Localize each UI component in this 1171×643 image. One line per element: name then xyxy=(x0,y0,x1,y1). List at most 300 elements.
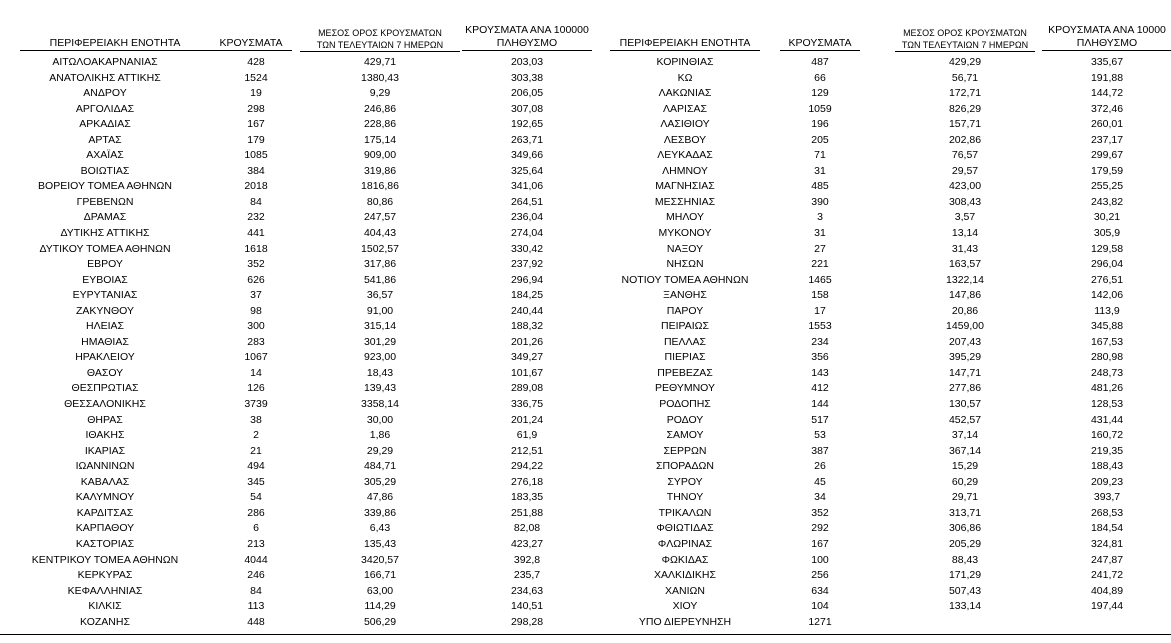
unit-cell: ΠΕΙΡΑΙΩΣ xyxy=(661,320,709,333)
cases-cell: 126 xyxy=(247,382,265,395)
cases-cell: 1524 xyxy=(244,71,268,84)
per-capita-cell: 349,66 xyxy=(510,149,544,162)
per-capita-cell: 298,28 xyxy=(510,615,544,628)
avg-cell: 171,29 xyxy=(948,569,982,582)
avg-cell: 301,29 xyxy=(363,335,397,348)
avg-cell: 247,57 xyxy=(363,211,397,224)
cases-cell: 100 xyxy=(811,553,829,566)
cases-cell: 1085 xyxy=(244,149,268,162)
avg-cell: 130,57 xyxy=(948,398,982,411)
cases-cell: 246 xyxy=(247,569,265,582)
per-capita-cell: 30,21 xyxy=(1093,211,1121,224)
avg-cell: 202,86 xyxy=(948,133,982,146)
avg-cell: 3420,57 xyxy=(361,553,399,566)
per-capita-cell: 263,71 xyxy=(510,133,544,146)
per-capita-cell: 431,44 xyxy=(1090,413,1124,426)
cases-cell: 38 xyxy=(250,413,262,426)
unit-cell: ΗΜΑΘΙΑΣ xyxy=(81,335,129,348)
avg-cell: 88,43 xyxy=(951,553,979,566)
cases-cell: 345 xyxy=(247,475,265,488)
unit-cell: ΣΠΟΡΑΔΩΝ xyxy=(656,460,714,473)
avg-cell: 1,86 xyxy=(369,429,391,442)
per-capita-cell: 236,04 xyxy=(510,211,544,224)
avg-cell: 429,71 xyxy=(363,56,397,68)
cases-cell: 412 xyxy=(811,382,829,395)
avg-cell: 395,29 xyxy=(948,351,982,364)
per-capita-cell: 264,51 xyxy=(510,195,544,208)
unit-cell: ΡΟΔΟΥ xyxy=(666,413,704,426)
avg-cell: 317,86 xyxy=(363,258,397,271)
avg-cell: 541,86 xyxy=(363,273,397,286)
per-capita-cell: 240,44 xyxy=(510,304,544,317)
unit-cell: ΘΑΣΟΥ xyxy=(86,366,124,379)
unit-cell: ΔΡΑΜΑΣ xyxy=(83,211,127,224)
unit-cell: ΜΑΓΝΗΣΙΑΣ xyxy=(655,180,715,193)
avg-cell: 423,00 xyxy=(948,180,982,193)
cases-cell: 113 xyxy=(247,600,265,613)
unit-cell: ΘΗΡΑΣ xyxy=(87,413,123,426)
avg-cell: 3,57 xyxy=(954,211,976,224)
per-capita-cell: 481,26 xyxy=(1090,382,1124,395)
avg-cell: 6,43 xyxy=(369,522,391,535)
per-capita-cell: 234,63 xyxy=(510,584,544,597)
per-capita-cell: 101,67 xyxy=(510,366,544,379)
unit-cell: ΑΧΑΪΑΣ xyxy=(86,149,124,162)
cases-cell: 298 xyxy=(247,102,265,115)
avg-cell: 13,14 xyxy=(951,227,979,240)
unit-cell: ΔΥΤΙΚΗΣ ΑΤΤΙΚΗΣ xyxy=(60,227,150,240)
avg-cell: 367,14 xyxy=(948,444,982,457)
unit-cell: ΛΑΚΩΝΙΑΣ xyxy=(658,87,712,100)
unit-cell: ΑΝΔΡΟΥ xyxy=(83,87,127,100)
unit-cell: ΠΑΡΟΥ xyxy=(666,304,704,317)
per-capita-cell: 61,9 xyxy=(516,429,538,442)
per-capita-cell: 209,23 xyxy=(1090,475,1124,488)
unit-cell: ΙΚΑΡΙΑΣ xyxy=(84,444,126,457)
avg-cell: 60,29 xyxy=(951,475,979,488)
unit-cell: ΚΑΒΑΛΑΣ xyxy=(80,475,130,488)
header-cases-right: ΚΡΟΥΣΜΑΤΑ xyxy=(780,24,860,52)
cases-cell: 1553 xyxy=(808,320,832,333)
per-capita-cell: 191,88 xyxy=(1090,71,1124,84)
unit-cell: ΙΩΑΝΝΙΝΩΝ xyxy=(75,460,135,473)
cases-cell: 129 xyxy=(811,87,829,100)
unit-cell: ΙΘΑΚΗΣ xyxy=(85,429,125,442)
avg-cell: 29,71 xyxy=(951,491,979,504)
unit-cell: ΠΕΛΛΑΣ xyxy=(663,335,707,348)
avg-cell: 313,71 xyxy=(948,506,982,519)
unit-cell: ΗΡΑΚΛΕΙΟΥ xyxy=(75,351,135,364)
per-capita-cell: 276,51 xyxy=(1090,273,1124,286)
cases-cell: 34 xyxy=(814,491,826,504)
header-avg-right: ΜΕΣΟΣ ΟΡΟΣ ΚΡΟΥΣΜΑΤΩΝ ΤΩΝ ΤΕΛΕΥΤΑΙΩΝ 7 ΗΜΕΡΩΝ xyxy=(895,27,1035,55)
per-capita-cell: 251,88 xyxy=(510,506,544,519)
cases-cell: 144 xyxy=(811,398,829,411)
avg-cell: 133,14 xyxy=(948,600,982,613)
per-capita-cell: 142,06 xyxy=(1090,289,1124,302)
cases-cell: 234 xyxy=(811,335,829,348)
cases-cell: 104 xyxy=(811,600,829,613)
avg-cell: 147,86 xyxy=(948,289,982,302)
per-capita-cell: 325,64 xyxy=(510,164,544,177)
avg-cell: 166,71 xyxy=(363,569,397,582)
unit-cell: ΧΑΝΙΩΝ xyxy=(665,584,705,597)
avg-cell: 909,00 xyxy=(363,149,397,162)
avg-cell: 452,57 xyxy=(948,413,982,426)
unit-cell: ΚΑΛΥΜΝΟΥ xyxy=(75,491,135,504)
cases-cell: 441 xyxy=(247,227,265,240)
unit-cell: ΦΛΩΡΙΝΑΣ xyxy=(657,537,713,550)
avg-cell: 306,86 xyxy=(948,522,982,535)
per-capita-cell: 212,51 xyxy=(510,444,544,457)
avg-cell: 319,86 xyxy=(363,164,397,177)
per-capita-cell: 140,51 xyxy=(510,600,544,613)
per-capita-cell: 341,06 xyxy=(510,180,544,193)
per-capita-cell: 179,59 xyxy=(1090,164,1124,177)
per-capita-cell: 336,75 xyxy=(510,398,544,411)
per-capita-cell: 372,46 xyxy=(1090,102,1124,115)
avg-cell: 404,43 xyxy=(363,227,397,240)
per-capita-cell: 296,94 xyxy=(510,273,544,286)
cases-cell: 84 xyxy=(250,195,262,208)
cases-cell: 179 xyxy=(247,133,265,146)
unit-cell: ΠΙΕΡΙΑΣ xyxy=(664,351,706,364)
cases-cell: 196 xyxy=(811,118,829,131)
unit-cell: ΡΟΔΟΠΗΣ xyxy=(659,398,711,411)
cases-cell: 26 xyxy=(814,460,826,473)
per-capita-cell: 349,27 xyxy=(510,351,544,364)
avg-cell: 157,71 xyxy=(948,118,982,131)
per-capita-cell: 201,24 xyxy=(510,413,544,426)
avg-cell: 1459,00 xyxy=(946,320,984,333)
per-capita-cell: 276,18 xyxy=(510,475,544,488)
cases-cell: 221 xyxy=(811,258,829,271)
cases-cell: 283 xyxy=(247,335,265,348)
unit-cell: ΖΑΚΥΝΘΟΥ xyxy=(75,304,134,317)
unit-cell: ΧΑΛΚΙΔΙΚΗΣ xyxy=(654,569,716,582)
avg-cell: 175,14 xyxy=(363,133,397,146)
unit-cell: ΤΡΙΚΑΛΩΝ xyxy=(658,506,712,519)
cases-cell: 54 xyxy=(250,491,262,504)
per-capita-cell: 237,92 xyxy=(510,258,544,271)
per-capita-cell: 235,7 xyxy=(513,569,541,582)
avg-cell: 139,43 xyxy=(363,382,397,395)
per-capita-cell: 303,38 xyxy=(510,71,544,84)
unit-cell: ΕΥΒΟΙΑΣ xyxy=(82,273,128,286)
cases-cell: 292 xyxy=(811,522,829,535)
avg-cell: 76,57 xyxy=(951,149,979,162)
avg-cell: 305,29 xyxy=(363,475,397,488)
unit-cell: ΚΑΡΔΙΤΣΑΣ xyxy=(76,506,134,519)
avg-cell: 135,43 xyxy=(363,537,397,550)
per-capita-cell: 144,72 xyxy=(1090,87,1124,100)
per-capita-cell: 255,25 xyxy=(1090,180,1124,193)
per-capita-cell: 330,42 xyxy=(510,242,544,255)
per-capita-cell: 184,25 xyxy=(510,289,544,302)
per-capita-cell: 248,73 xyxy=(1090,366,1124,379)
avg-cell: 63,00 xyxy=(366,584,394,597)
avg-cell: 37,14 xyxy=(951,429,979,442)
per-capita-cell: 260,01 xyxy=(1090,118,1124,131)
per-capita-cell: 423,27 xyxy=(510,537,544,550)
unit-cell: ΕΥΡΥΤΑΝΙΑΣ xyxy=(72,289,138,302)
unit-cell: ΑΝΑΤΟΛΙΚΗΣ ΑΤΤΙΚΗΣ xyxy=(49,71,161,84)
unit-cell: ΣΑΜΟΥ xyxy=(666,429,704,442)
per-capita-cell: 404,89 xyxy=(1090,584,1124,597)
per-capita-cell: 345,88 xyxy=(1090,320,1124,333)
unit-cell: ΠΡΕΒΕΖΑΣ xyxy=(657,366,713,379)
unit-cell: ΚΑΡΠΑΘΟΥ xyxy=(75,522,135,535)
cases-cell: 31 xyxy=(814,164,826,177)
per-capita-cell: 188,43 xyxy=(1090,460,1124,473)
per-capita-cell: 247,87 xyxy=(1090,553,1124,566)
bottom-rule xyxy=(0,634,1171,635)
unit-cell: ΗΛΕΙΑΣ xyxy=(85,320,124,333)
unit-cell: ΝΗΣΩΝ xyxy=(666,258,704,271)
unit-cell: ΚΑΣΤΟΡΙΑΣ xyxy=(75,537,135,550)
unit-cell: ΘΕΣΠΡΩΤΙΑΣ xyxy=(71,382,139,395)
avg-cell: 18,43 xyxy=(366,366,394,379)
avg-cell: 147,71 xyxy=(948,366,982,379)
unit-cell: ΤΗΝΟΥ xyxy=(666,491,704,504)
avg-cell: 56,71 xyxy=(951,71,979,84)
avg-cell: 172,71 xyxy=(948,87,982,100)
cases-cell: 6 xyxy=(253,522,259,535)
unit-cell: ΜΗΛΟΥ xyxy=(666,211,704,224)
unit-cell: ΚΕΝΤΡΙΚΟΥ ΤΟΜΕΑ ΑΘΗΝΩΝ xyxy=(31,553,179,566)
unit-cell: ΥΠΟ ΔΙΕΡΕΥΝΗΣΗ xyxy=(638,615,732,628)
cases-cell: 356 xyxy=(811,351,829,364)
cases-cell: 1059 xyxy=(808,102,832,115)
cases-cell: 143 xyxy=(811,366,829,379)
cases-cell: 2 xyxy=(253,429,259,442)
cases-cell: 14 xyxy=(250,366,262,379)
avg-cell: 205,29 xyxy=(948,537,982,550)
cases-cell: 448 xyxy=(247,615,265,628)
unit-cell: ΜΥΚΟΝΟΥ xyxy=(658,227,712,240)
avg-cell: 3358,14 xyxy=(361,398,399,411)
avg-cell: 1816,86 xyxy=(361,180,399,193)
cases-cell: 31 xyxy=(814,227,826,240)
avg-cell: 1322,14 xyxy=(946,273,984,286)
per-capita-cell: 335,67 xyxy=(1090,56,1124,68)
per-capita-cell: 203,03 xyxy=(510,56,544,68)
unit-cell: ΣΕΡΡΩΝ xyxy=(663,444,707,457)
per-capita-cell: 296,04 xyxy=(1090,258,1124,271)
header-unit-right: ΠΕΡΙΦΕΡΕΙΑΚΗ ΕΝΟΤΗΤΑ xyxy=(610,24,760,52)
per-capita-cell: 243,82 xyxy=(1090,195,1124,208)
per-capita-cell: 289,08 xyxy=(510,382,544,395)
avg-cell: 207,43 xyxy=(948,335,982,348)
avg-cell: 29,29 xyxy=(366,444,394,457)
cases-cell: 1067 xyxy=(244,351,268,364)
cases-cell: 21 xyxy=(250,444,262,457)
header-per-100000: ΚΡΟΥΣΜΑΤΑ ΑΝΑ 100000 ΠΛΗΘΥΣΜΟ xyxy=(462,24,592,52)
cases-cell: 167 xyxy=(247,118,265,131)
per-capita-cell: 113,9 xyxy=(1094,304,1120,317)
per-capita-cell: 188,32 xyxy=(510,320,544,333)
unit-cell: ΝΟΤΙΟΥ ΤΟΜΕΑ ΑΘΗΝΩΝ xyxy=(621,273,749,286)
cases-cell: 352 xyxy=(811,506,829,519)
avg-cell: 1380,43 xyxy=(361,71,399,84)
cases-cell: 634 xyxy=(811,584,829,597)
avg-cell: 36,57 xyxy=(366,289,394,302)
cases-cell: 626 xyxy=(247,273,265,286)
unit-cell: ΛΕΥΚΑΔΑΣ xyxy=(657,149,713,162)
per-capita-cell: 268,53 xyxy=(1090,506,1124,519)
unit-cell: ΛΑΡΙΣΑΣ xyxy=(663,102,707,115)
header-cases: ΚΡΟΥΣΜΑΤΑ xyxy=(210,24,292,52)
per-capita-cell: 237,17 xyxy=(1090,133,1124,146)
unit-cell: ΚΟΖΑΝΗΣ xyxy=(80,615,130,628)
unit-cell: ΛΕΣΒΟΥ xyxy=(663,133,707,146)
unit-cell: ΚΕΦΑΛΛΗΝΙΑΣ xyxy=(67,584,143,597)
cases-cell: 384 xyxy=(247,164,265,177)
unit-cell: ΦΘΙΩΤΙΔΑΣ xyxy=(656,522,714,535)
per-capita-cell: 192,65 xyxy=(510,118,544,131)
avg-cell: 29,57 xyxy=(951,164,979,177)
per-capita-cell: 129,58 xyxy=(1090,242,1124,255)
cases-cell: 98 xyxy=(250,304,262,317)
unit-cell: ΚΟΡΙΝΘΙΑΣ xyxy=(656,56,714,68)
unit-cell: ΣΥΡΟΥ xyxy=(667,475,703,488)
cases-cell: 27 xyxy=(814,242,826,255)
cases-cell: 485 xyxy=(811,180,829,193)
cases-cell: 232 xyxy=(247,211,265,224)
cases-cell: 19 xyxy=(250,87,262,100)
unit-cell: ΘΕΣΣΑΛΟΝΙΚΗΣ xyxy=(64,398,146,411)
per-capita-cell: 393,7 xyxy=(1093,491,1121,504)
cases-cell: 45 xyxy=(814,475,826,488)
per-capita-cell: 82,08 xyxy=(513,522,541,535)
cases-cell: 84 xyxy=(250,584,262,597)
per-capita-cell: 160,72 xyxy=(1090,429,1124,442)
per-capita-cell: 184,54 xyxy=(1090,522,1124,535)
avg-cell: 246,86 xyxy=(363,102,397,115)
avg-cell: 9,29 xyxy=(369,87,391,100)
avg-cell: 228,86 xyxy=(363,118,397,131)
cases-cell: 390 xyxy=(811,195,829,208)
unit-cell: ΑΡΓΟΛΙΔΑΣ xyxy=(75,102,135,115)
per-capita-cell: 299,67 xyxy=(1090,149,1124,162)
avg-cell: 826,29 xyxy=(948,102,982,115)
per-capita-cell: 280,98 xyxy=(1090,351,1124,364)
unit-cell: ΧΙΟΥ xyxy=(672,600,698,613)
cases-cell: 213 xyxy=(247,537,265,550)
per-capita-cell: 307,08 xyxy=(510,102,544,115)
avg-cell: 507,43 xyxy=(948,584,982,597)
cases-cell: 205 xyxy=(811,133,829,146)
per-capita-cell: 183,35 xyxy=(510,491,544,504)
per-capita-cell: 294,22 xyxy=(510,460,544,473)
unit-cell: ΑΡΚΑΔΙΑΣ xyxy=(79,118,131,131)
cases-cell: 3 xyxy=(817,211,823,224)
cases-cell: 1465 xyxy=(808,273,832,286)
cases-cell: 428 xyxy=(247,56,265,68)
cases-cell: 300 xyxy=(247,320,265,333)
avg-cell: 484,71 xyxy=(363,460,397,473)
unit-cell: ΓΡΕΒΕΝΩΝ xyxy=(76,195,134,208)
per-capita-cell: 167,53 xyxy=(1090,335,1124,348)
avg-cell: 47,86 xyxy=(366,491,394,504)
unit-cell: ΔΥΤΙΚΟΥ ΤΟΜΕΑ ΑΘΗΝΩΝ xyxy=(39,242,171,255)
avg-cell: 1502,57 xyxy=(361,242,399,255)
cases-cell: 3739 xyxy=(244,398,268,411)
avg-cell: 91,00 xyxy=(366,304,394,317)
unit-cell: ΚΕΡΚΥΡΑΣ xyxy=(77,569,133,582)
per-capita-cell: 219,35 xyxy=(1090,444,1124,457)
cases-cell: 4044 xyxy=(244,553,268,566)
cases-cell: 71 xyxy=(814,149,826,162)
unit-cell: ΡΕΘΥΜΝΟΥ xyxy=(654,382,715,395)
cases-cell: 387 xyxy=(811,444,829,457)
unit-cell: ΦΩΚΙΔΑΣ xyxy=(661,553,709,566)
avg-cell: 506,29 xyxy=(363,615,397,628)
header-avg: ΜΕΣΟΣ ΟΡΟΣ ΚΡΟΥΣΜΑΤΩΝ ΤΩΝ ΤΕΛΕΥΤΑΙΩΝ 7 ΗΜΕΡΩΝ xyxy=(300,27,460,55)
unit-cell: ΞΑΝΘΗΣ xyxy=(663,289,707,302)
avg-cell: 80,86 xyxy=(366,195,394,208)
unit-cell: ΛΑΣΙΘΙΟΥ xyxy=(660,118,710,131)
avg-cell: 277,86 xyxy=(948,382,982,395)
cases-cell: 158 xyxy=(811,289,829,302)
avg-cell: 114,29 xyxy=(364,600,396,613)
per-capita-cell: 324,81 xyxy=(1090,537,1124,550)
unit-cell: ΚΩ xyxy=(677,71,693,84)
unit-cell: ΒΟΡΕΙΟΥ ΤΟΜΕΑ ΑΘΗΝΩΝ xyxy=(38,180,172,193)
cases-cell: 286 xyxy=(247,506,265,519)
avg-cell: 163,57 xyxy=(948,258,982,271)
cases-cell: 167 xyxy=(811,537,829,550)
unit-cell: ΝΑΞΟΥ xyxy=(666,242,704,255)
cases-cell: 2018 xyxy=(244,180,268,193)
per-capita-cell: 305,9 xyxy=(1093,227,1121,240)
cases-cell: 1618 xyxy=(244,242,268,255)
unit-cell: ΒΟΙΩΤΙΑΣ xyxy=(80,164,130,177)
per-capita-cell: 206,05 xyxy=(510,87,544,100)
header-per-10000: ΚΡΟΥΣΜΑΤΑ ΑΝΑ 10000 ΠΛΗΘΥΣΜΟ xyxy=(1042,24,1171,52)
avg-cell: 315,14 xyxy=(363,320,397,333)
per-capita-cell: 274,04 xyxy=(510,227,544,240)
cases-cell: 256 xyxy=(811,569,829,582)
cases-cell: 66 xyxy=(814,71,826,84)
per-capita-cell: 241,72 xyxy=(1090,569,1124,582)
cases-cell: 17 xyxy=(814,304,826,317)
unit-cell: ΑΡΤΑΣ xyxy=(88,133,122,146)
cases-cell: 517 xyxy=(811,413,829,426)
avg-cell: 15,29 xyxy=(951,460,979,473)
avg-cell: 308,43 xyxy=(948,195,982,208)
avg-cell: 30,00 xyxy=(366,413,394,426)
cases-cell: 53 xyxy=(814,429,826,442)
cases-cell: 37 xyxy=(250,289,262,302)
per-capita-cell: 201,26 xyxy=(510,335,544,348)
avg-cell: 923,00 xyxy=(363,351,397,364)
per-capita-cell: 392,8 xyxy=(513,553,541,566)
per-capita-cell: 128,53 xyxy=(1090,398,1124,411)
avg-cell: 429,29 xyxy=(948,56,982,68)
unit-cell: ΕΒΡΟΥ xyxy=(87,258,123,271)
unit-cell: ΛΗΜΝΟΥ xyxy=(662,164,708,177)
unit-cell: ΜΕΣΣΗΝΙΑΣ xyxy=(654,195,716,208)
avg-cell: 339,86 xyxy=(363,506,397,519)
cases-cell: 352 xyxy=(247,258,265,271)
per-capita-cell: 197,44 xyxy=(1090,600,1124,613)
avg-cell: 20,86 xyxy=(951,304,979,317)
avg-cell: 31,43 xyxy=(951,242,979,255)
unit-cell: ΑΙΤΩΛΟΑΚΑΡΝΑΝΙΑΣ xyxy=(52,56,158,68)
cases-cell: 1271 xyxy=(808,615,832,628)
cases-cell: 487 xyxy=(811,56,829,68)
